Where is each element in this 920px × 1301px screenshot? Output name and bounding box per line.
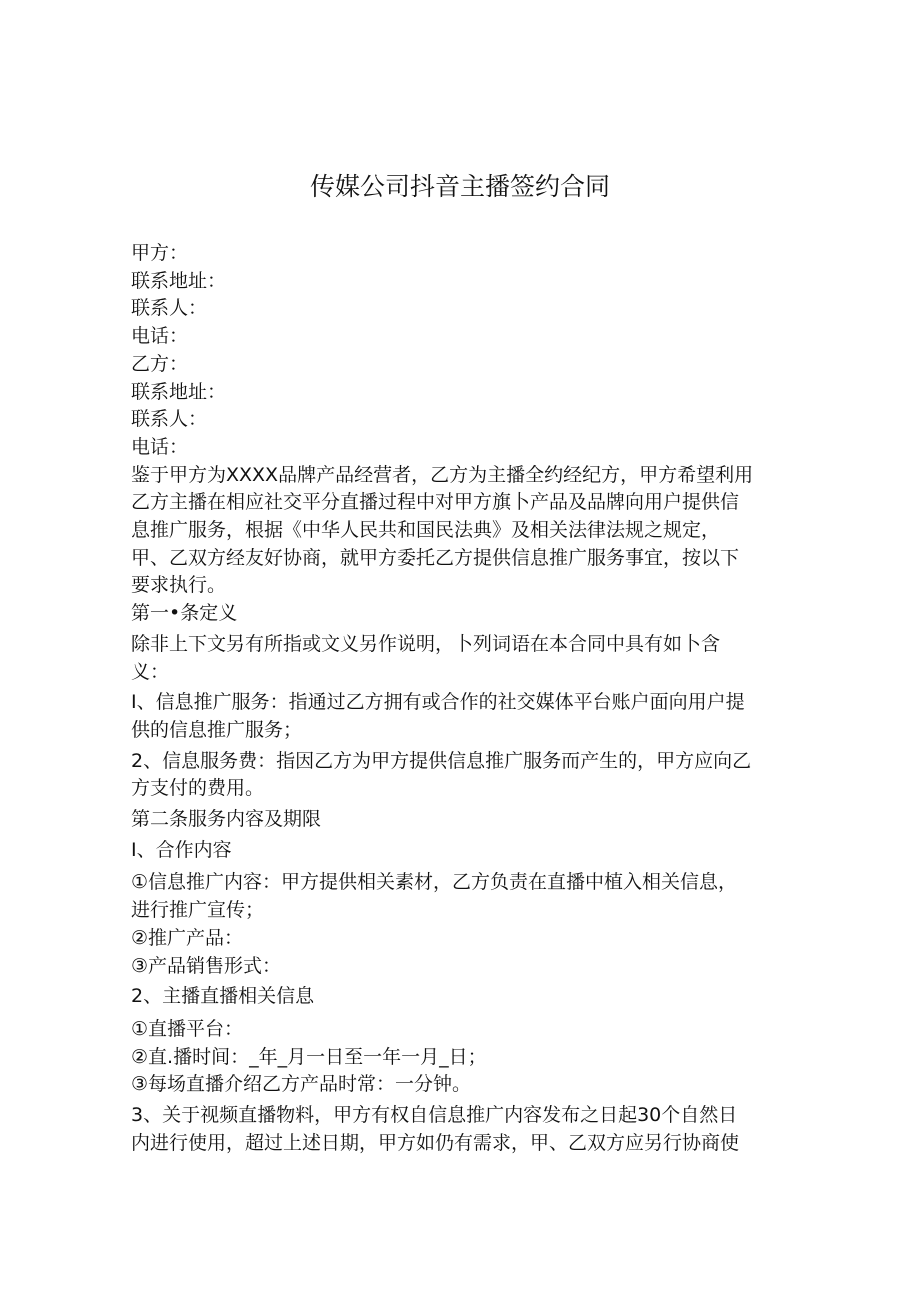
preamble-line: 要求执行。 — [131, 574, 227, 597]
party-a-contact-label: 联系人： — [131, 297, 208, 320]
preamble-line: 息推广服务，根据《中华人民共和国民法典》及相关法律法规之规定， — [131, 519, 721, 542]
definition-1: I、信息推广服务：指通过乙方拥有或合作的社交媒体平台账户面向用户提 — [131, 691, 745, 714]
section-cooperation-content: I、合作内容 — [131, 838, 232, 861]
article-1-heading: 第一•条定义 — [131, 602, 238, 625]
section-streamer-info: 2、主播直播相关信息 — [131, 985, 315, 1008]
item-live-platform: ①直播平台： — [131, 1017, 244, 1040]
item-promotion-content: 进行推广宣传； — [131, 899, 265, 922]
preamble-line: 甲、乙双方经友好协商，就甲方委托乙方提供信息推广服务事宜，按以下 — [131, 546, 740, 569]
preamble-line: 鉴于甲方为XXXX品牌产品经营者，乙方为主播全约经纪方，甲方希望利用 — [131, 463, 754, 486]
preamble-line: 乙方主播在相应社交平分直播过程中对甲方旗卜产品及品牌向用户提供信 — [131, 491, 740, 514]
party-b-label: 乙方： — [131, 352, 189, 375]
item-live-time: ②直.播时间：_年_月一日至一年一月_日； — [131, 1045, 487, 1068]
party-a-address-label: 联系地址： — [131, 269, 227, 292]
document-body — [131, 240, 791, 1158]
article-2-heading: 第二条服务内容及期限 — [131, 808, 322, 831]
item-intro-duration: ③每场直播介绍乙方产品时常：一分钟。 — [131, 1073, 472, 1096]
item-promoted-product: ②推广产品： — [131, 926, 244, 949]
party-a-label: 甲方： — [131, 242, 189, 264]
party-b-address-label: 联系地址： — [131, 380, 227, 403]
article-1-intro: 除非上下文另有所指或文义另作说明，卜列词语在本合同中具有如卜含 — [131, 632, 721, 655]
party-b-phone-label: 电话： — [131, 435, 189, 458]
article-1-intro: 义： — [131, 660, 170, 683]
party-b-contact-label: 联系人： — [131, 408, 208, 431]
item-sales-form: ③产品销售形式： — [131, 954, 282, 977]
section-live-materials: 内进行使用，超过上述日期，甲方如仍有需求，甲、乙双方应另行协商使 — [131, 1131, 740, 1154]
definition-2: 2、信息服务费：指因乙方为甲方提供信息推广服务而产生的，甲方应向乙 — [131, 749, 752, 772]
item-promotion-content: ①信息推广内容：甲方提供相关素材，乙方负责在直播中植入相关信息， — [131, 871, 738, 894]
section-live-materials: 3、关于视频直播物料，甲方有权自信息推广内容发布之日起30个自然日 — [131, 1104, 738, 1127]
party-a-phone-label: 电话： — [131, 325, 189, 348]
definition-1: 供的信息推广服务； — [131, 718, 303, 741]
document-title: 传媒公司抖音主播签约合同 — [309, 172, 610, 201]
definition-2: 方支付的费用。 — [131, 777, 265, 800]
